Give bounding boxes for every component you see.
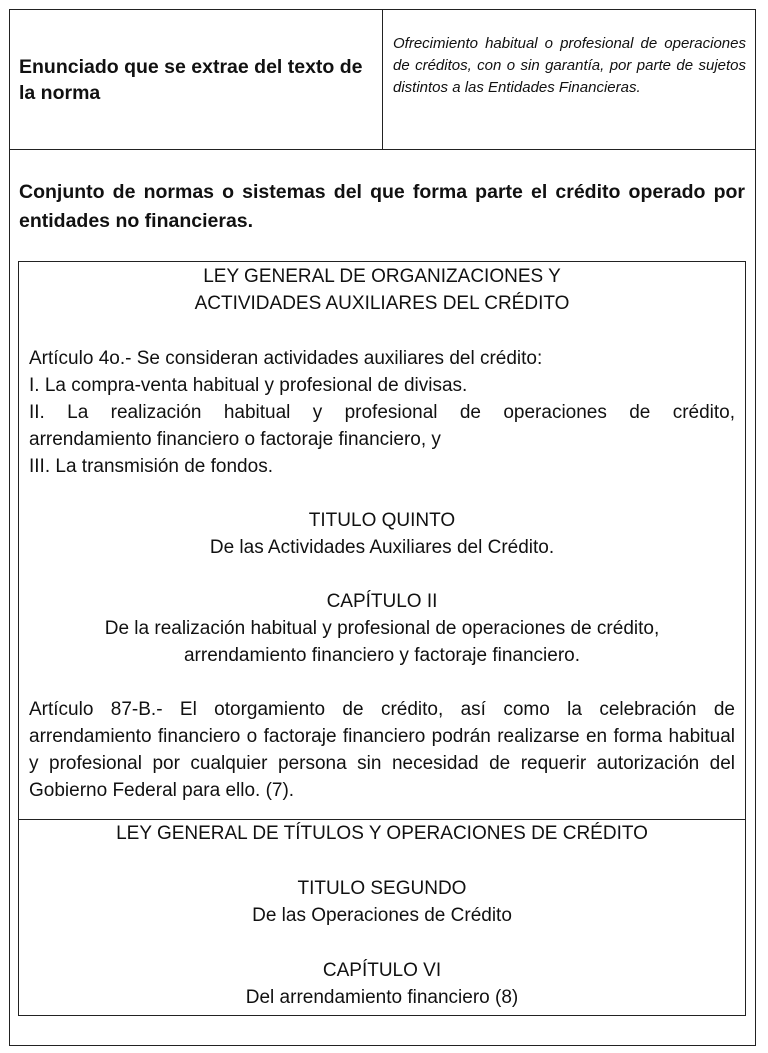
article-87-b-text: El otorgamiento de crédito, así como la celebración de arrendamiento financiero o factoraje financiero podrán realizarse en forma habitual y profesional por cualquier persona sin necesidad de requerir autorización del Gobierno Federal para ello. (7). <box>29 699 735 801</box>
article-87-b-label: Artículo 87-B.- <box>29 699 163 720</box>
capitulo-vi: CAPÍTULO VI <box>322 960 442 981</box>
article-4-item-2-line-2: arrendamiento financiero o factoraje financiero, y <box>29 429 441 450</box>
capitulo-ii-subtitle-line-2: arrendamiento financiero y factoraje financiero. <box>183 645 581 666</box>
capitulo-ii-subtitle-line-1: De la realización habitual y profesional de operaciones de crédito, <box>104 618 660 639</box>
capitulo-ii: CAPÍTULO II <box>326 591 438 612</box>
section-heading: Conjunto de normas o sistemas del que forma parte el crédito operado por entidades no financieras. <box>19 181 745 232</box>
article-87-b <box>29 696 735 804</box>
header-row <box>10 10 755 150</box>
article-4-item-2-line-1: II. La realización habitual y profesional de operaciones de crédito, <box>29 402 735 423</box>
law-box-organizaciones <box>18 261 746 820</box>
article-4 <box>29 345 735 372</box>
titulo-segundo: TITULO SEGUNDO <box>297 878 467 899</box>
statement-heading: Enunciado que se extrae del texto de la norma <box>19 55 363 104</box>
header-right-cell <box>383 10 755 149</box>
article-4-text: Se consideran actividades auxiliares del crédito: <box>131 348 543 369</box>
law-title: LEY GENERAL DE TÍTULOS Y OPERACIONES DE CRÉDITO <box>116 823 648 844</box>
law-title-line-1: LEY GENERAL DE ORGANIZACIONES Y <box>203 266 561 287</box>
law-title-line-2: ACTIVIDADES AUXILIARES DEL CRÉDITO <box>194 293 570 314</box>
header-left-cell <box>10 10 383 149</box>
capitulo-vi-subtitle: Del arrendamiento financiero (8) <box>245 987 519 1008</box>
law-box-titulos <box>18 819 746 1016</box>
document-table <box>9 9 756 1046</box>
titulo-quinto-subtitle: De las Actividades Auxiliares del Crédito. <box>209 537 555 558</box>
statement-text: Ofrecimiento habitual o profesional de operaciones de créditos, con o sin garantía, por parte de sujetos distintos a las Entidades Financieras. <box>393 35 746 96</box>
titulo-quinto: TITULO QUINTO <box>308 510 456 531</box>
titulo-segundo-subtitle: De las Operaciones de Crédito <box>252 905 512 926</box>
article-4-label: Artículo 4o.- <box>29 348 132 369</box>
article-4-item-3: III. La transmisión de fondos. <box>29 456 273 477</box>
article-4-item-1: I. La compra-venta habitual y profesional de divisas. <box>29 375 468 396</box>
